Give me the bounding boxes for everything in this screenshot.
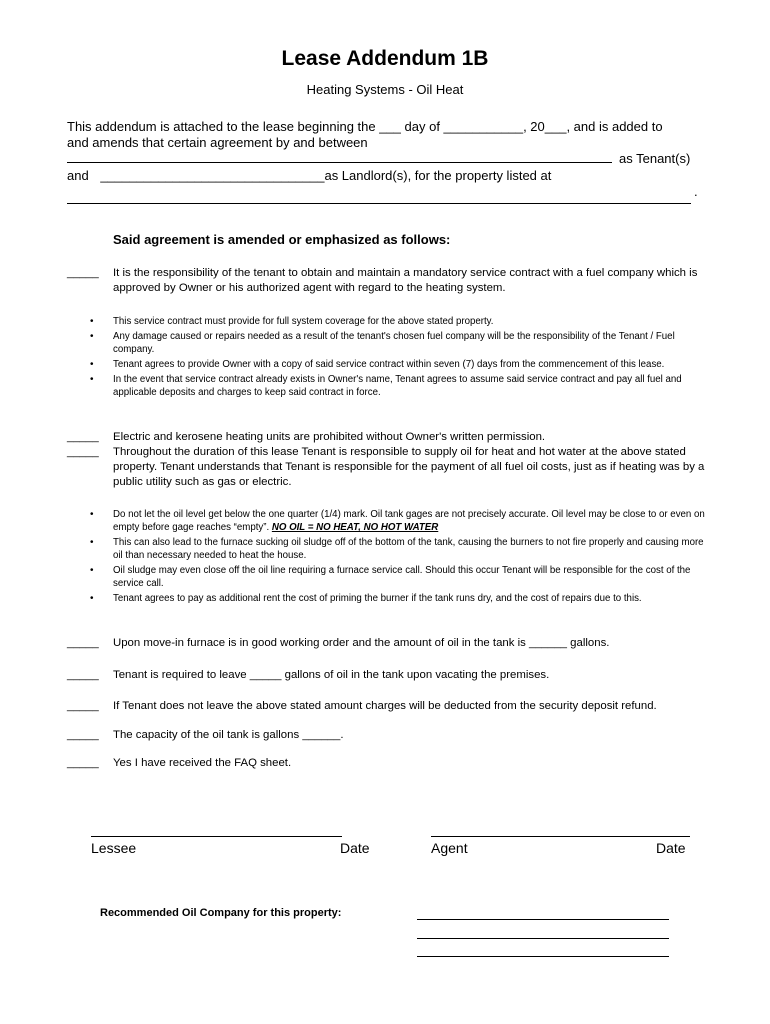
clause-text: Yes I have received the FAQ sheet. bbox=[113, 757, 292, 769]
initial-blank[interactable]: _____ bbox=[67, 446, 99, 458]
recommended-oil-company-label: Recommended Oil Company for this property: bbox=[100, 907, 342, 919]
and-word: and bbox=[67, 168, 89, 183]
address-period: . bbox=[694, 184, 698, 199]
tenant-label: as Tenant(s) bbox=[619, 151, 691, 166]
clause-heating-units bbox=[67, 430, 707, 445]
list-item: • Oil sludge may even close off the oil line requiring a furnace service call. Should this occur Tenant will be responsible for the cost of the service call. bbox=[90, 564, 710, 591]
clause-move-in-oil bbox=[67, 636, 707, 651]
service-contract-bullets bbox=[90, 315, 710, 401]
amendments-heading: Said agreement is amended or emphasized as follows: bbox=[113, 232, 451, 247]
list-item: • In the event that service contract already exists in Owner's name, Tenant agrees to assume said service contract and pay all fuel and applicable deposits and charges to keep said contract in force. bbox=[90, 373, 710, 400]
landlord-line bbox=[67, 167, 551, 184]
initial-blank[interactable]: _____ bbox=[67, 267, 99, 279]
lessee-date-label: Date bbox=[340, 840, 370, 856]
document-title: Lease Addendum 1B bbox=[281, 47, 489, 70]
clause-text: If Tenant does not leave the above stated amount charges will be deducted from the security deposit refund. bbox=[113, 700, 657, 712]
clause-deposit-deduction bbox=[67, 699, 707, 714]
clause-text: Electric and kerosene heating units are prohibited without Owner's written permission. bbox=[113, 431, 546, 443]
clause-text: It is the responsibility of the tenant to obtain and maintain a mandatory service contract with a fuel company which is approved by Owner or his authorized agent with regard to the heating system. bbox=[113, 267, 698, 294]
lessee-signature-line[interactable] bbox=[91, 836, 342, 837]
bullet-text: Do not let the oil level get below the one quarter (1/4) mark. Oil tank gages are not precisely accurate. Oil level may be close to or even on empty before gage reaches “empty”. bbox=[113, 509, 705, 534]
initial-blank[interactable]: _____ bbox=[67, 700, 99, 712]
list-item: • Any damage caused or repairs needed as a result of the tenant's chosen fuel company will be the responsibility of the Tenant / Fuel company. bbox=[90, 330, 710, 357]
property-address-line[interactable] bbox=[67, 203, 691, 204]
clause-oil-supply bbox=[67, 445, 707, 490]
oil-level-bullets bbox=[90, 508, 710, 607]
intro-line-1: This addendum is attached to the lease beginning the ___ day of ___________, 20___, and is added to bbox=[67, 119, 663, 134]
list-item: • Tenant agrees to pay as additional rent the cost of priming the burner if the tank runs dry, and the cost of repairs due to this. bbox=[90, 592, 710, 605]
intro-line-2: and amends that certain agreement by and between bbox=[67, 135, 368, 150]
clause-tank-capacity bbox=[67, 728, 707, 743]
clause-text: Throughout the duration of this lease Tenant is responsible to supply oil for heat and hot water at the above stated property. Tenant understands that Tenant is responsible for the payment of all fuel oil costs, just as if heating was by a public utility such as gas or electric. bbox=[113, 446, 705, 488]
clause-leave-oil bbox=[67, 668, 707, 683]
document-subtitle: Heating Systems - Oil Heat bbox=[306, 82, 464, 97]
landlord-label: as Landlord(s), for the property listed at bbox=[324, 168, 552, 183]
clause-text: The capacity of the oil tank is gallons ______. bbox=[113, 729, 344, 741]
clause-faq-received bbox=[67, 756, 707, 771]
clause-text: Tenant is required to leave _____ gallons of oil in the tank upon vacating the premises. bbox=[113, 669, 550, 681]
initial-blank[interactable]: _____ bbox=[67, 669, 99, 681]
list-item bbox=[90, 508, 710, 535]
list-item: • This service contract must provide for full system coverage for the above stated property. bbox=[90, 315, 710, 328]
lessee-label: Lessee bbox=[91, 840, 137, 856]
clause-text: Upon move-in furnace is in good working order and the amount of oil in the tank is ______ gallons. bbox=[113, 637, 610, 649]
list-item: • Tenant agrees to provide Owner with a copy of said service contract within seven (7) days from the commencement of this lease. bbox=[90, 358, 710, 371]
no-oil-warning: NO OIL = NO HEAT, NO HOT WATER bbox=[271, 522, 439, 534]
list-item: • This can also lead to the furnace sucking oil sludge off of the bottom of the tank, causing the burners to not fire properly and causing more oil than necessary needed to heat the house. bbox=[90, 536, 710, 563]
oil-company-line-2[interactable] bbox=[417, 938, 669, 939]
initial-blank[interactable]: _____ bbox=[67, 637, 99, 649]
agent-signature-line[interactable] bbox=[431, 836, 690, 837]
oil-company-line-3[interactable] bbox=[417, 956, 669, 957]
agent-date-label: Date bbox=[656, 840, 686, 856]
initial-blank[interactable]: _____ bbox=[67, 729, 99, 741]
landlord-name-blank[interactable]: _______________________________ bbox=[100, 168, 325, 183]
tenant-name-line[interactable] bbox=[67, 162, 612, 163]
clause-service-contract bbox=[67, 266, 707, 296]
initial-blank[interactable]: _____ bbox=[67, 757, 99, 769]
agent-label: Agent bbox=[431, 840, 468, 856]
oil-company-line-1[interactable] bbox=[417, 919, 669, 920]
initial-blank[interactable]: _____ bbox=[67, 431, 99, 443]
